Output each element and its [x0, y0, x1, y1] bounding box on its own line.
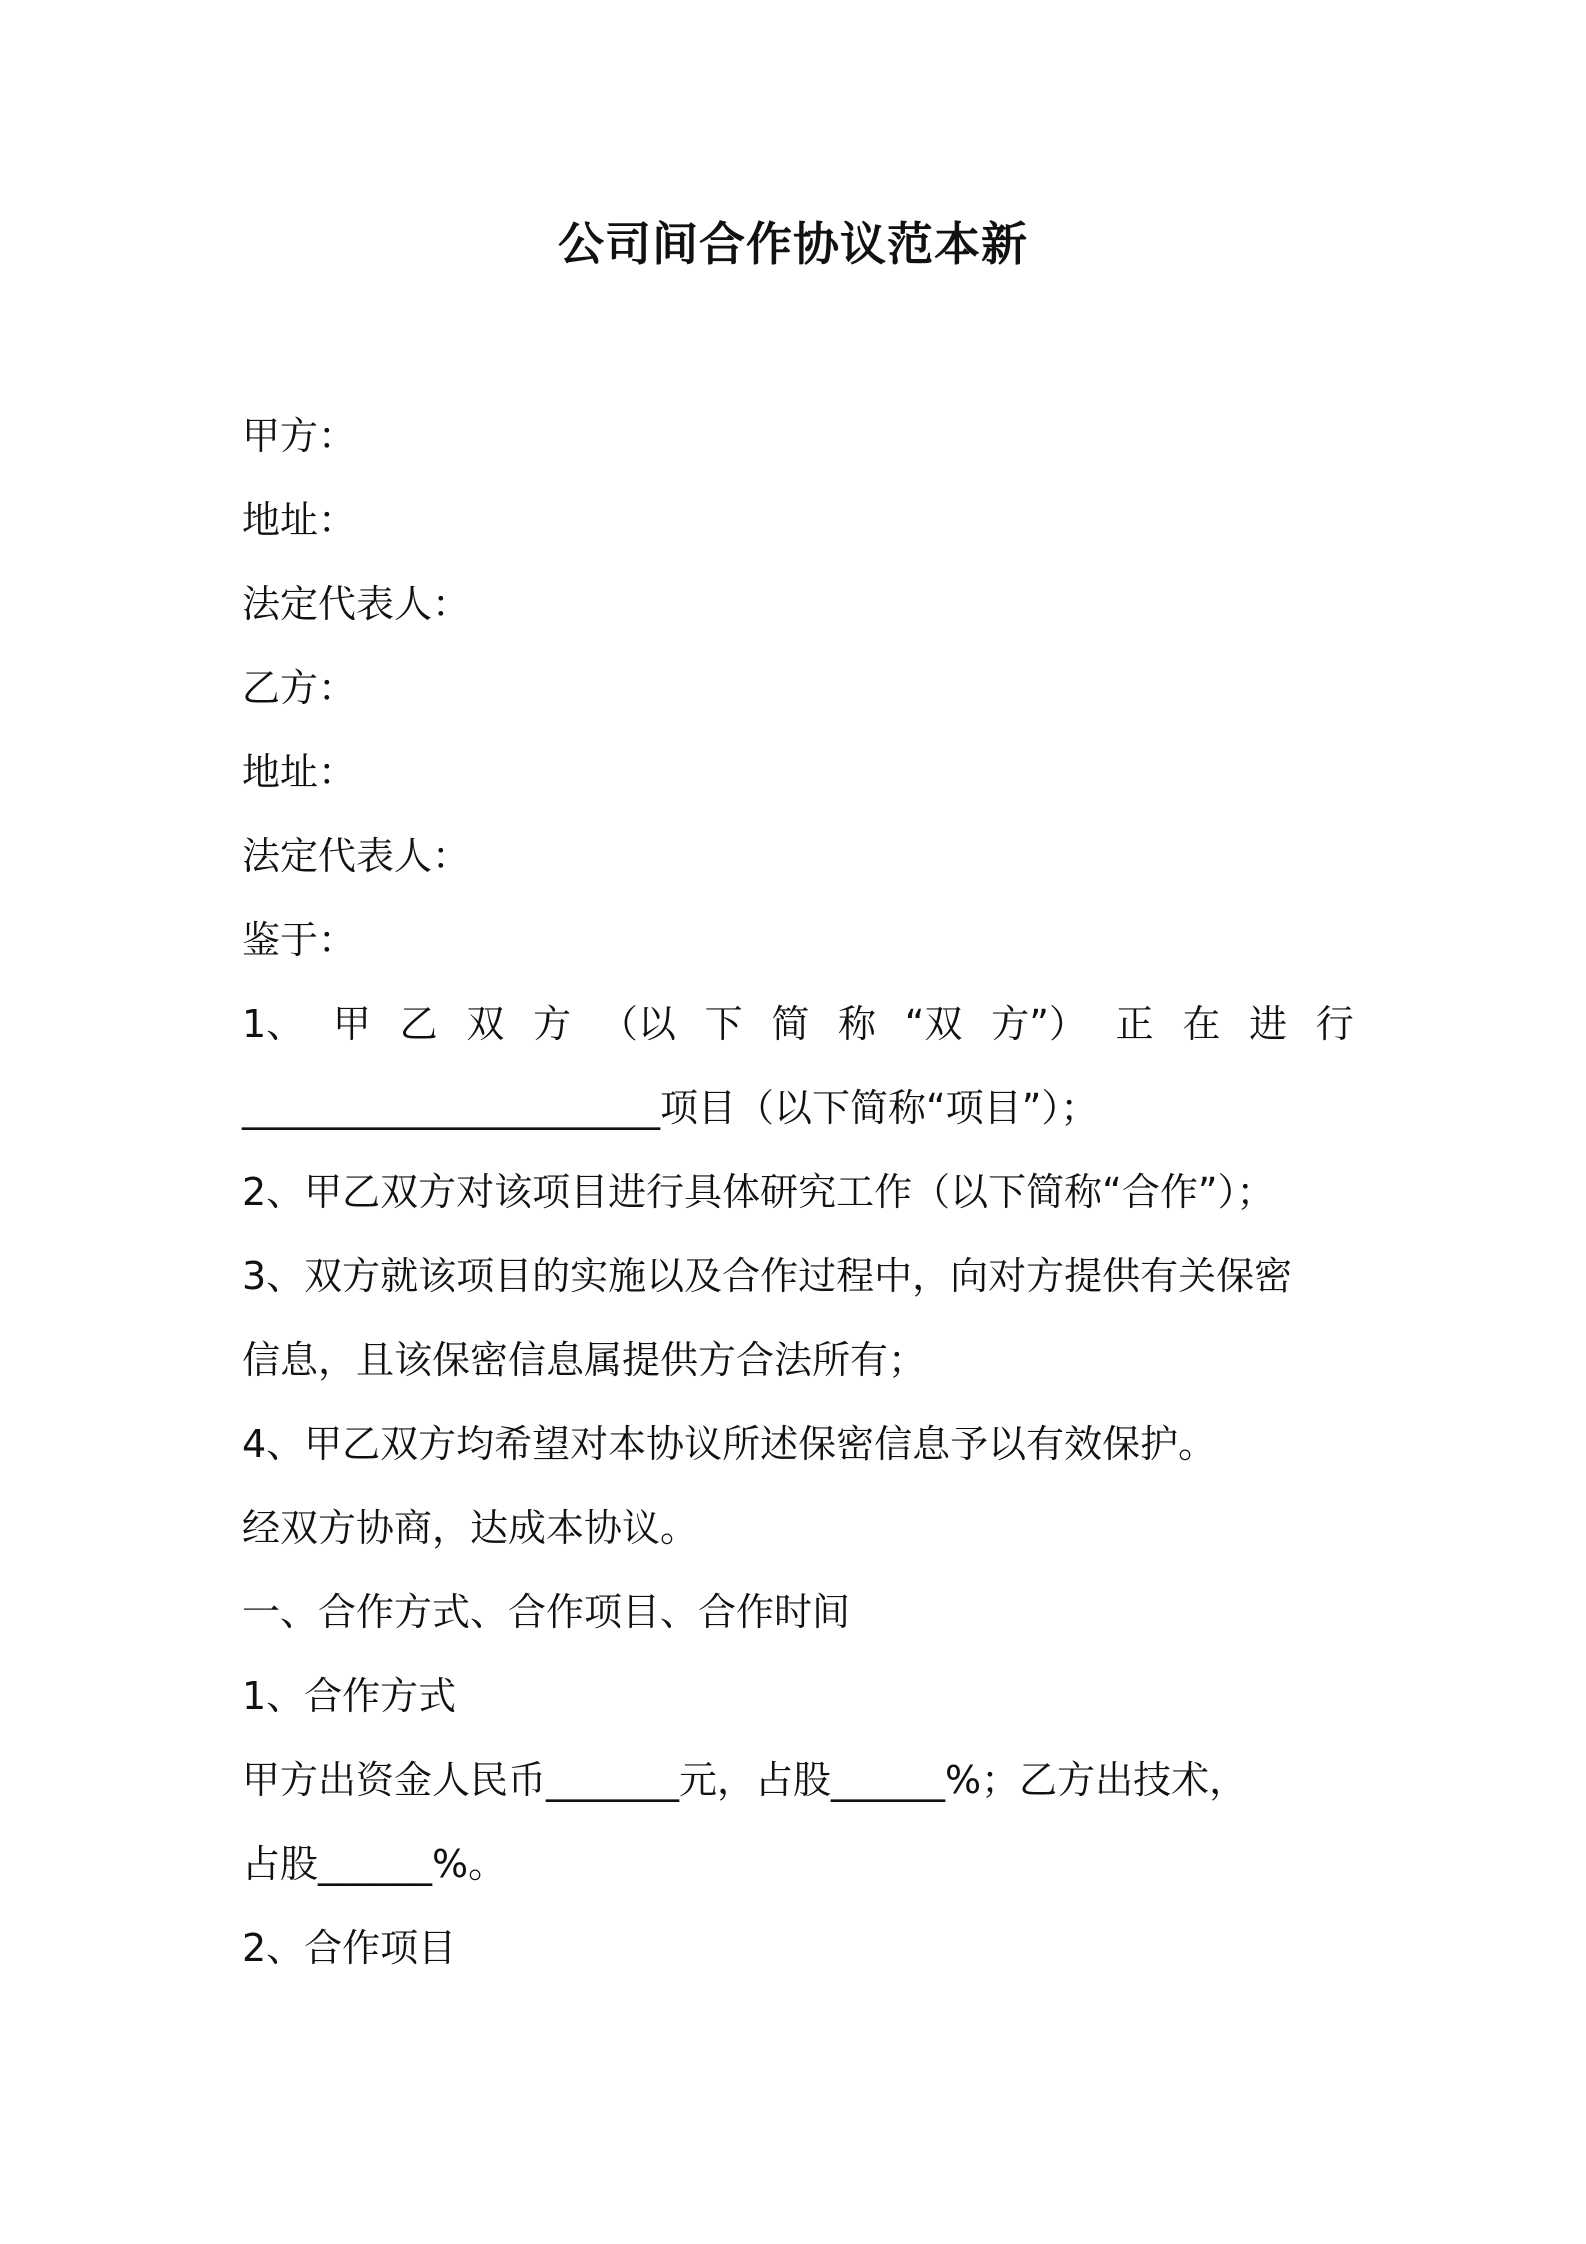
party-b-address-label: 地址：	[242, 750, 357, 794]
document-body	[242, 406, 1354, 2002]
party-b-label: 乙方：	[242, 666, 357, 710]
section-1-heading: 一、合作方式、合作项目、合作时间	[242, 1590, 851, 1634]
recital-3-line-1: 3、双方就该项目的实施以及合作过程中，向对方提供有关保密	[242, 1254, 1293, 1298]
party-a-label: 甲方：	[242, 414, 357, 458]
justified-token: 1、	[242, 1002, 305, 1046]
document-title: 公司间合作协议范本新	[558, 217, 1028, 271]
party-b-legal-representative-label: 法定代表人：	[242, 834, 471, 878]
subsection-2-heading: 2、合作项目	[242, 1926, 457, 1970]
justified-token: “双	[904, 1002, 963, 1046]
justified-token: 下	[704, 1002, 743, 1046]
justified-token: 简	[771, 1002, 810, 1046]
justified-token: 甲	[332, 1002, 371, 1046]
justified-token: 双	[466, 1002, 505, 1046]
recital-3-line-2: 信息，且该保密信息属提供方合法所有；	[242, 1338, 927, 1382]
whereas-label: 鉴于：	[242, 918, 357, 962]
justified-token: 乙	[399, 1002, 438, 1046]
party-a-legal-representative-label: 法定代表人：	[242, 582, 471, 626]
investment-clause-line-1: 甲方出资金人民币_______元，占股______%；乙方出技术，	[242, 1758, 1248, 1802]
justified-token: 在	[1182, 1002, 1221, 1046]
agreement-statement: 经双方协商，达成本协议。	[242, 1506, 699, 1550]
justified-token: 方	[533, 1002, 572, 1046]
justified-token: 行	[1315, 1002, 1354, 1046]
party-a-address-label: 地址：	[242, 498, 357, 542]
recital-1-line-2: ______________________项目（以下简称“项目”）；	[242, 1086, 1099, 1130]
justified-token: 正	[1115, 1002, 1154, 1046]
recital-2: 2、甲乙双方对该项目进行具体研究工作（以下简称“合作”）；	[242, 1170, 1275, 1214]
investment-clause-line-2: 占股______%。	[242, 1842, 507, 1886]
justified-token: 称	[838, 1002, 877, 1046]
justified-token: （以	[599, 1002, 676, 1046]
recital-4: 4、甲乙双方均希望对本协议所述保密信息予以有效保护。	[242, 1422, 1217, 1466]
subsection-1-heading: 1、合作方式	[242, 1674, 457, 1718]
justified-token: 方”）	[991, 1002, 1087, 1046]
justified-token: 进	[1249, 1002, 1288, 1046]
recital-1-line-1	[242, 994, 1354, 1078]
